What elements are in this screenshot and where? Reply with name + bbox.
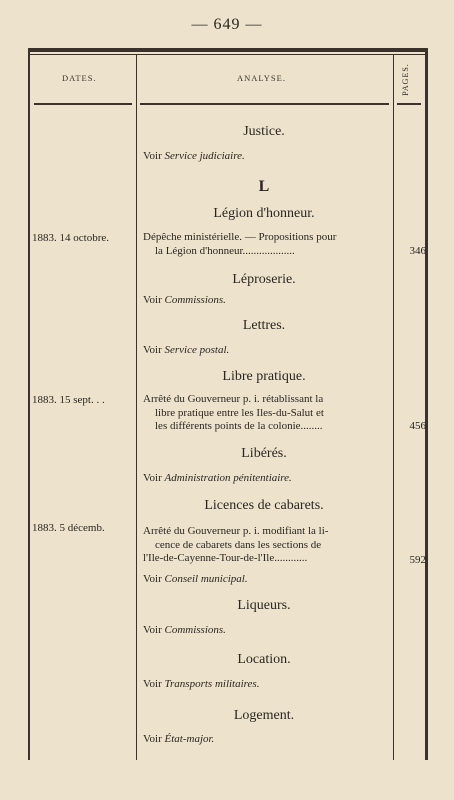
see-also-liberes: [143, 472, 292, 484]
entry-line: libre pratique entre les Iles-du-Salut et: [155, 406, 324, 419]
heading-licences: Licences de cabarets.: [204, 498, 324, 513]
see-also-justice: [143, 150, 245, 162]
see-reference: Service judiciaire.: [164, 150, 245, 162]
entry-line: Arrêté du Gouverneur p. i. modifiant la li-: [143, 525, 329, 537]
see-reference: Transports militaires.: [164, 678, 260, 690]
see-prefix: Voir: [143, 294, 162, 306]
table-top-rule-thin: [28, 54, 426, 55]
header-rule-pages: [397, 103, 421, 105]
section-letter: L: [258, 178, 270, 195]
entry-line: les différents points de la colonie........: [155, 420, 323, 432]
date-libre-pratique: 1883. 15 sept. . .: [32, 394, 105, 406]
see-prefix: Voir: [143, 472, 162, 484]
see-also-leproserie: [143, 294, 226, 306]
see-also-liqueurs: [143, 624, 226, 636]
see-reference: Commissions.: [164, 624, 226, 636]
heading-liqueurs: Liqueurs.: [237, 598, 291, 613]
header-analyse: ANALYSE.: [237, 73, 286, 83]
page-ref-libre-pratique: 456: [409, 420, 426, 432]
table-right-border: [425, 48, 428, 760]
page-ref-legion: 346: [409, 245, 426, 257]
see-prefix: Voir: [143, 344, 162, 356]
page-number: — 649 —: [191, 16, 263, 33]
see-prefix: Voir: [143, 573, 162, 585]
entry-line: Dépêche ministérielle. — Propositions pour: [143, 231, 337, 243]
header-rule-dates: [34, 103, 132, 105]
see-prefix: Voir: [143, 678, 162, 690]
header-pages-cell: [391, 56, 419, 102]
heading-leproserie: Léproserie.: [232, 272, 296, 287]
header-dates: DATES.: [62, 73, 97, 83]
see-prefix: Voir: [143, 624, 162, 636]
see-reference: Administration pénitentiaire.: [164, 472, 292, 484]
heading-liberes: Libérés.: [241, 446, 287, 461]
entry-line: cence de cabarets dans les sections de: [155, 538, 322, 551]
column-divider-pages: [393, 55, 394, 760]
entry-line: l'Ile-de-Cayenne-Tour-de-l'Ile............: [143, 552, 308, 564]
see-also-licences: [143, 573, 248, 585]
see-prefix: Voir: [143, 150, 162, 162]
see-also-location: [143, 678, 259, 690]
heading-libre-pratique: Libre pratique.: [222, 369, 306, 384]
header-rule-analyse: [140, 103, 389, 105]
table-top-rule: [28, 48, 426, 52]
page-ref-licences: 592: [409, 554, 426, 566]
see-also-logement: [143, 733, 214, 745]
see-also-lettres: [143, 344, 229, 356]
heading-logement: Logement.: [233, 708, 295, 723]
heading-legion: Légion d'honneur.: [213, 206, 315, 221]
heading-location: Location.: [237, 652, 291, 667]
date-licences: 1883. 5 décemb.: [32, 522, 105, 534]
entry-licences: [143, 525, 391, 566]
column-divider-dates: [136, 55, 137, 760]
heading-justice: Justice.: [243, 124, 285, 139]
see-reference: Service postal.: [164, 344, 230, 356]
entry-line: Arrêté du Gouverneur p. i. rétablissant la: [143, 393, 324, 405]
table-left-border: [28, 48, 30, 760]
see-prefix: Voir: [143, 733, 162, 745]
see-reference: État-major.: [164, 733, 215, 745]
heading-lettres: Lettres.: [242, 318, 286, 333]
header-pages: PAGES.: [400, 62, 410, 96]
entry-legion: [143, 231, 391, 258]
date-legion: 1883. 14 octobre.: [32, 232, 109, 244]
entry-libre-pratique: [143, 393, 391, 434]
entry-line: la Légion d'honneur...................: [155, 244, 295, 257]
see-reference: Commissions.: [164, 294, 226, 306]
see-reference: Conseil municipal.: [164, 573, 248, 585]
